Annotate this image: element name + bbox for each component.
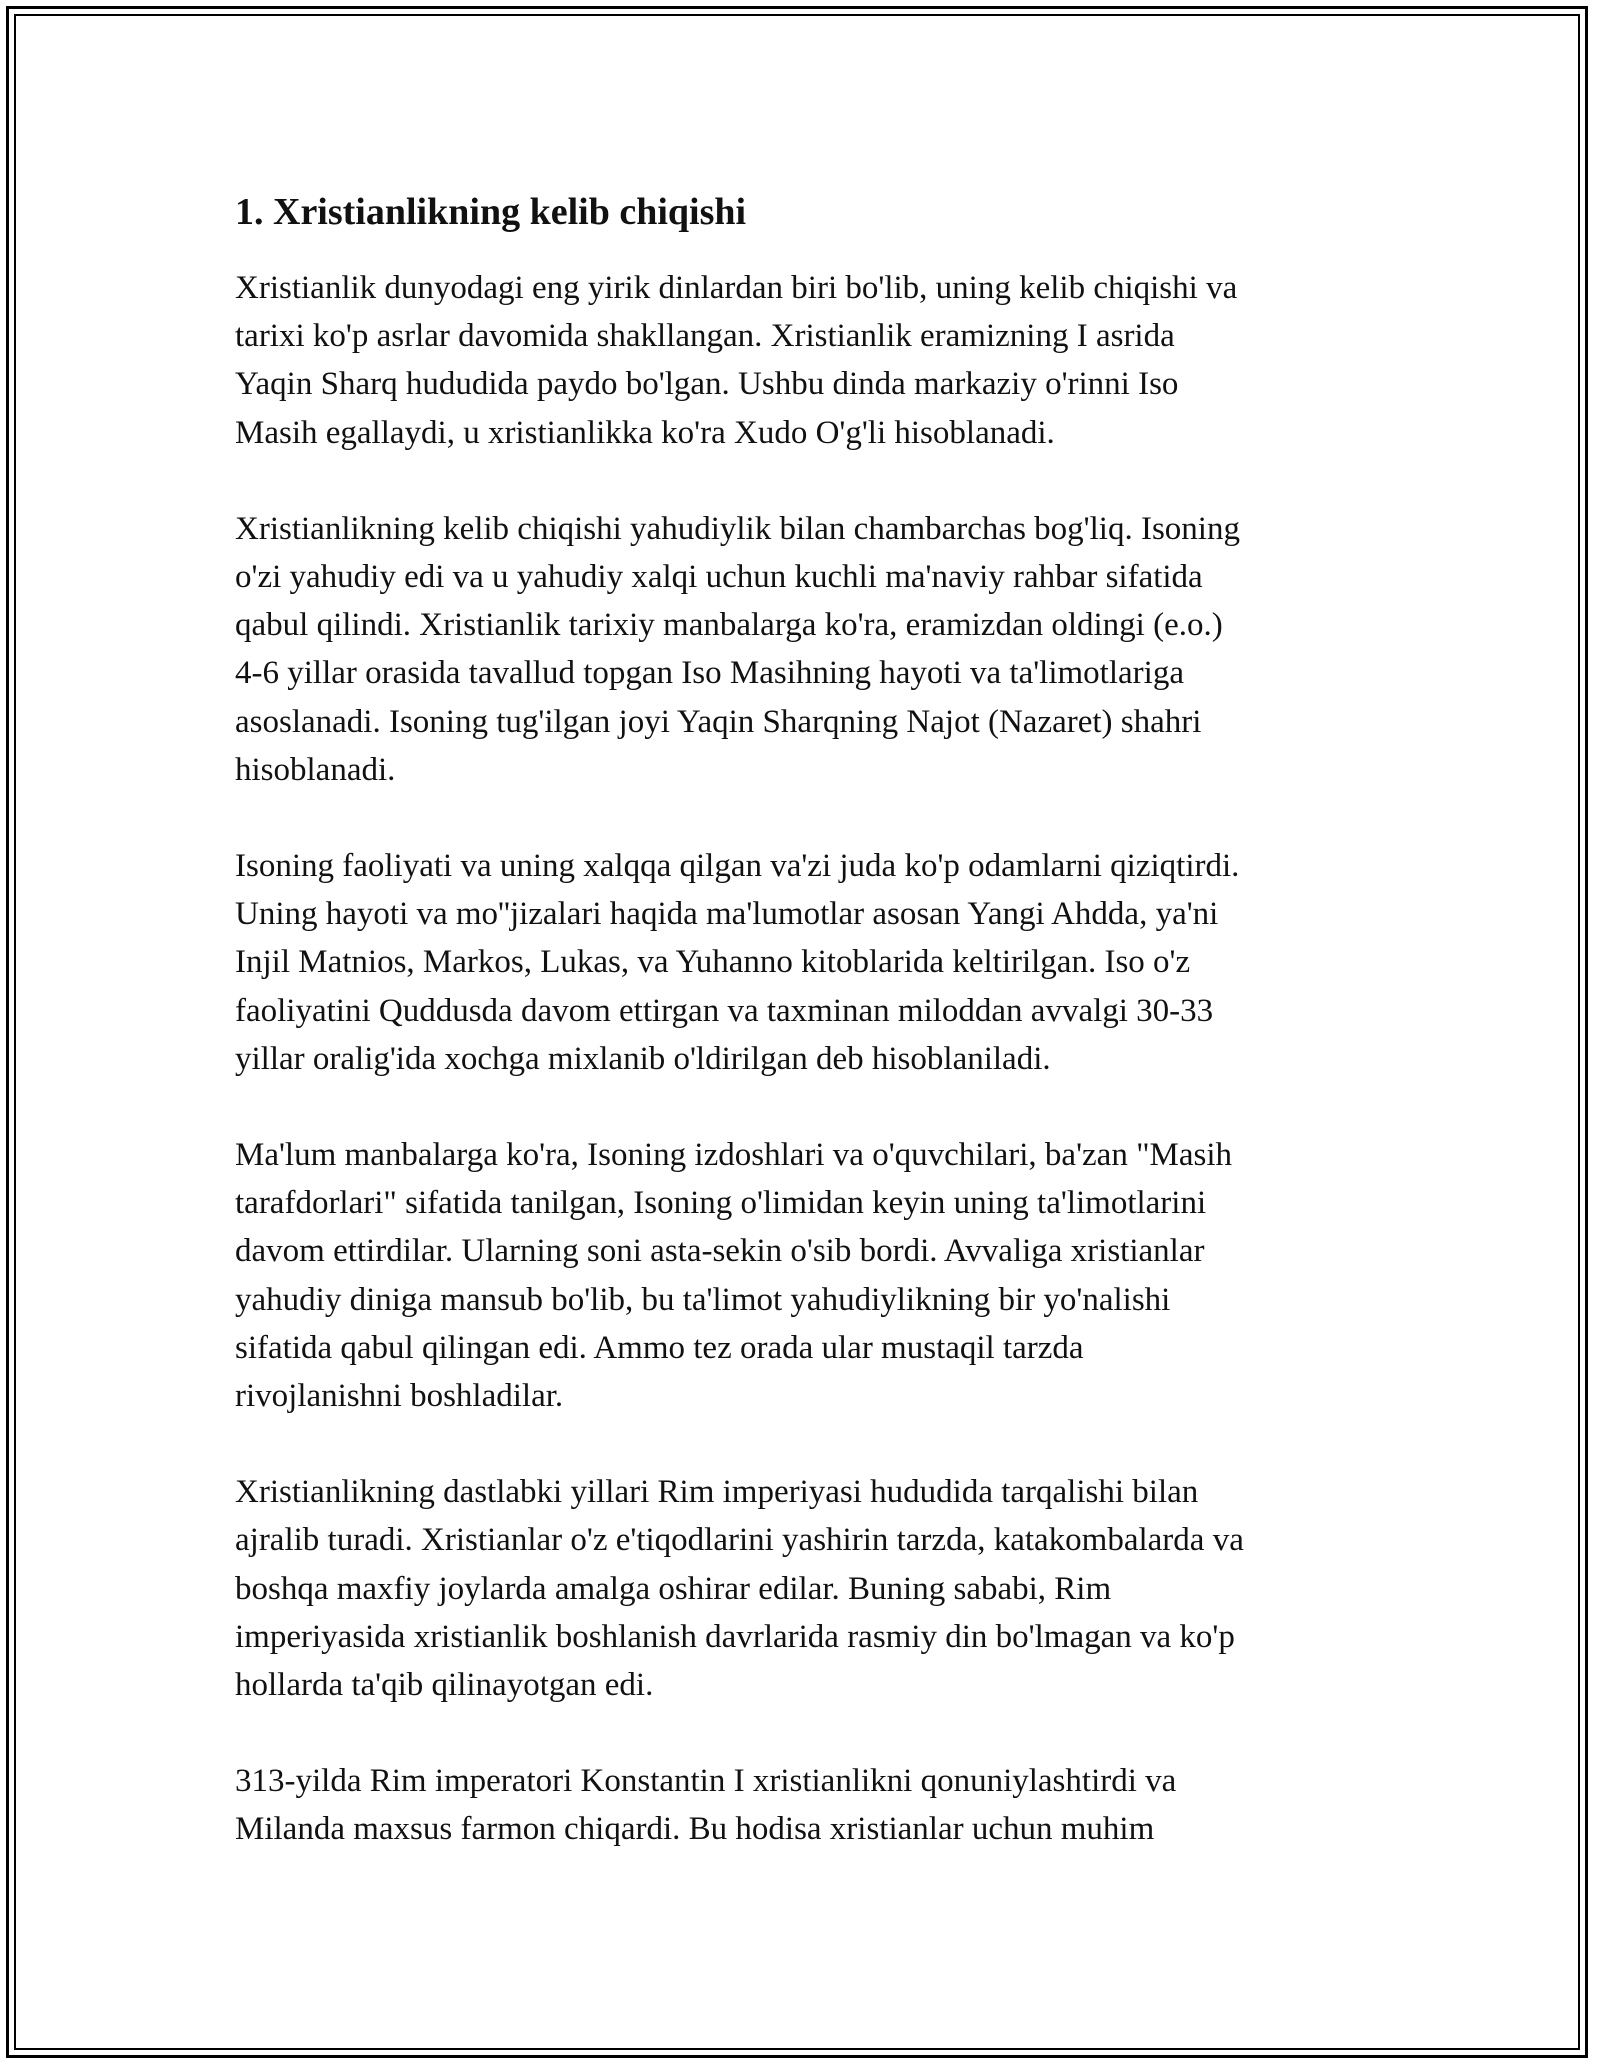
text-line: qabul qilindi. Xristianlik tarixiy manbalarga ko'ra, eramizdan oldingi (e.o.) — [235, 607, 1223, 644]
text-line: yahudiy diniga mansub bo'lib, bu ta'limot yahudiylikning bir yo'nalishi — [235, 1281, 1171, 1318]
text-line: rivojlanishni boshladilar. — [235, 1378, 564, 1415]
document-body — [235, 186, 1370, 1902]
text-line: hollarda ta'qib qilinayotgan edi. — [235, 1667, 654, 1704]
text-line: Masih egallaydi, u xristianlikka ko'ra Xudo O'g'li hisoblanadi. — [235, 414, 1055, 451]
section-heading: 1. Xristianlikning kelib chiqishi — [235, 191, 747, 233]
paragraph-1 — [235, 264, 1370, 457]
text-line: tarafdorlari" sifatida tanilgan, Isoning o'limidan keyin uning ta'limotlarini — [235, 1185, 1207, 1222]
text-line: imperiyasida xristianlik boshlanish davrlarida rasmiy din bo'lmagan va ko'p — [235, 1618, 1235, 1655]
text-line: tarixi ko'p asrlar davomida shakllangan. Xristianlik eramizning I asrida — [235, 318, 1175, 355]
text-line: asoslanadi. Isoning tug'ilgan joyi Yaqin Sharqning Najot (Nazaret) shahri — [235, 703, 1202, 740]
paragraph-list — [235, 264, 1370, 1854]
text-line: davom ettirdilar. Ularning soni asta-sekin o'sib bordi. Avvaliga xristianlar — [235, 1233, 1205, 1270]
text-line: o'zi yahudiy edi va u yahudiy xalqi uchun kuchli ma'naviy rahbar sifatida — [235, 559, 1203, 596]
text-line: 313-yilda Rim imperatori Konstantin I xristianlikni qonuniylashtirdi va — [235, 1763, 1177, 1800]
text-line: Ma'lum manbalarga ko'ra, Isoning izdoshlari va o'quvchilari, ba'zan "Masih — [235, 1137, 1233, 1174]
text-line: 4-6 yillar orasida tavallud topgan Iso Masihning hayoti va ta'limotlariga — [235, 655, 1184, 692]
text-line: ajralib turadi. Xristianlar o'z e'tiqodlarini yashirin tarzda, katakombalarda va — [235, 1522, 1244, 1559]
text-line: Xristianlik dunyodagi eng yirik dinlardan biri bo'lib, uning kelib chiqishi va — [235, 270, 1238, 306]
text-line: hisoblanadi. — [235, 751, 396, 788]
text-line: Injil Matnios, Markos, Lukas, va Yuhanno kitoblarida keltirilgan. Iso o'z — [235, 944, 1191, 981]
text-line: faoliyatini Quddusda davom ettirgan va taxminan miloddan avvalgi 30-33 — [235, 992, 1214, 1029]
text-line: Xristianlikning kelib chiqishi yahudiylik bilan chambarchas bog'liq. Isoning — [235, 510, 1240, 547]
text-line: boshqa maxfiy joylarda amalga oshirar edilar. Buning sababi, Rim — [235, 1570, 1112, 1607]
paragraph-5 — [235, 1468, 1370, 1709]
paragraph-6 — [235, 1757, 1370, 1853]
text-line: sifatida qabul qilingan edi. Ammo tez orada ular mustaqil tarzda — [235, 1329, 1084, 1366]
paragraph-2 — [235, 505, 1370, 794]
text-line: Uning hayoti va mo''jizalari haqida ma'lumotlar asosan Yangi Ahdda, ya'ni — [235, 896, 1219, 933]
paragraph-3 — [235, 842, 1370, 1083]
text-line: Milanda maxsus farmon chiqardi. Bu hodisa xristianlar uchun muhim — [235, 1811, 1155, 1848]
text-line: Yaqin Sharq hududida paydo bo'lgan. Ushbu dinda markaziy o'rinni Iso — [235, 366, 1179, 403]
text-line: yillar oralig'ida xochga mixlanib o'ldirilgan deb hisoblaniladi. — [235, 1040, 1051, 1077]
text-line: Isoning faoliyati va uning xalqqa qilgan va'zi juda ko'p odamlarni qiziqtirdi. — [235, 848, 1240, 885]
text-line: Xristianlikning dastlabki yillari Rim imperiyasi hududida tarqalishi bilan — [235, 1474, 1199, 1511]
paragraph-4 — [235, 1131, 1370, 1420]
